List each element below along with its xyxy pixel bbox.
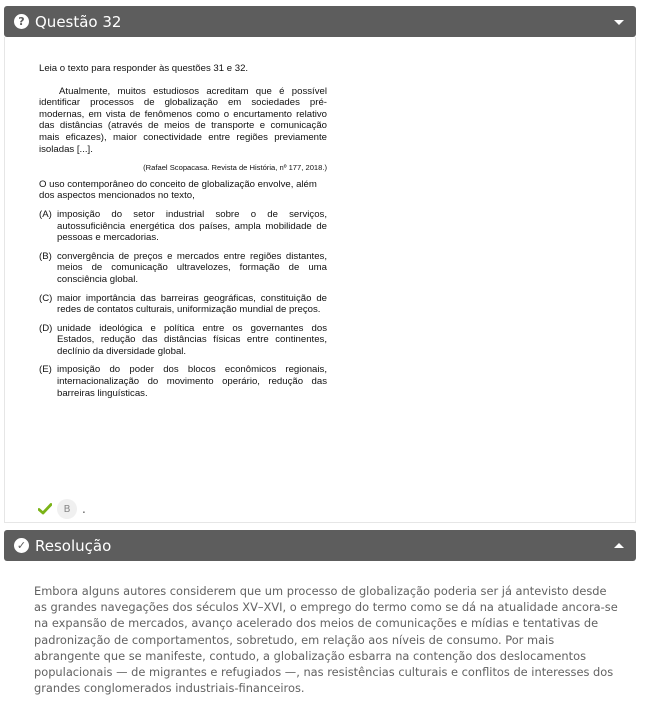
answer-badge: B [57,499,77,519]
question-header[interactable] [4,6,636,37]
answer-suffix: . [82,502,86,516]
question-scan [39,63,327,406]
passage-source: (Rafael Scopacasa. Revista de História, nº 177, 2018.) [143,163,327,173]
alternative-text: maior importância das barreiras geográficas, constituição de redes de contatos culturais, uniformização mundial de preços. [57,292,327,316]
alternative-b [39,251,327,286]
alternative-letter: (D) [39,322,53,334]
alternative-letter: (E) [39,364,52,376]
chevron-up-icon[interactable] [614,543,624,548]
question-passage: Atualmente, muitos estudiosos acreditam que é possível identificar processos de globalização em sociedades pré-modernas, em vista de fenômenos como o encurtamento relativo das distâncias (através de meios de transporte e comunicação mais eficazes), maior conectividade entre regiões previamente isoladas [...]. [39,85,327,155]
question-title: Questão 32 [35,12,122,31]
alternative-text: imposição do poder dos blocos econômicos regionais, internacionalização do movimento operário, redução das barreiras linguísticas. [57,364,327,399]
question-stem: O uso contemporâneo do conceito de globalização envolve, além dos aspectos mencionados no texto, [39,178,317,202]
resolution-text: Embora alguns autores considerem que um processo de globalização poderia ser já antevisto desde as grandes navegações dos séculos XV–XVI, o emprego do termo como se dá na atualidade ancora-se na expansão de mercados, avanço acelerado dos meios de comunicações e mídias e tentativas de padronização de comportamentos, sobretudo, em relação aos níveis de consumo. Por mais abrangente que se manifeste, contudo, a globalização esbarra na contenção dos deslocamentos populacionais — de migrantes e refugiados —, nas resistências culturais e conflitos de interesses dos grandes conglomerados industriais-financeiros. [34,584,618,696]
alternative-c [39,293,327,316]
alternative-letter: (C) [39,292,53,304]
alternative-letter: (B) [39,250,52,262]
question-circle-icon: ? [14,14,29,29]
alternative-text: imposição do setor industrial sobre o de serviços, autossuficiência energética dos países, ampla mobilidade de pessoas e mercadorias. [57,208,327,244]
alternative-a [39,209,327,244]
resolution-title: Resolução [35,536,112,555]
check-icon [38,503,52,515]
answer-row [38,499,86,519]
alternative-e [39,364,327,399]
resolution-header[interactable] [4,530,636,561]
alternative-letter: (A) [39,208,52,220]
chevron-down-icon[interactable] [614,20,624,25]
question-body [4,37,636,523]
question-intro: Leia o texto para responder às questões 31 e 32. [39,63,249,74]
check-circle-icon: ✓ [14,538,29,553]
alternative-d [39,323,327,358]
alternative-text: convergência de preços e mercados entre regiões distantes, meios de comunicação ultravelozes, formação de uma consciência global. [57,250,327,285]
alternative-text: unidade ideológica e política entre os governantes dos Estados, redução das distâncias físicas entre continentes, declínio da diversidade global. [57,322,327,357]
